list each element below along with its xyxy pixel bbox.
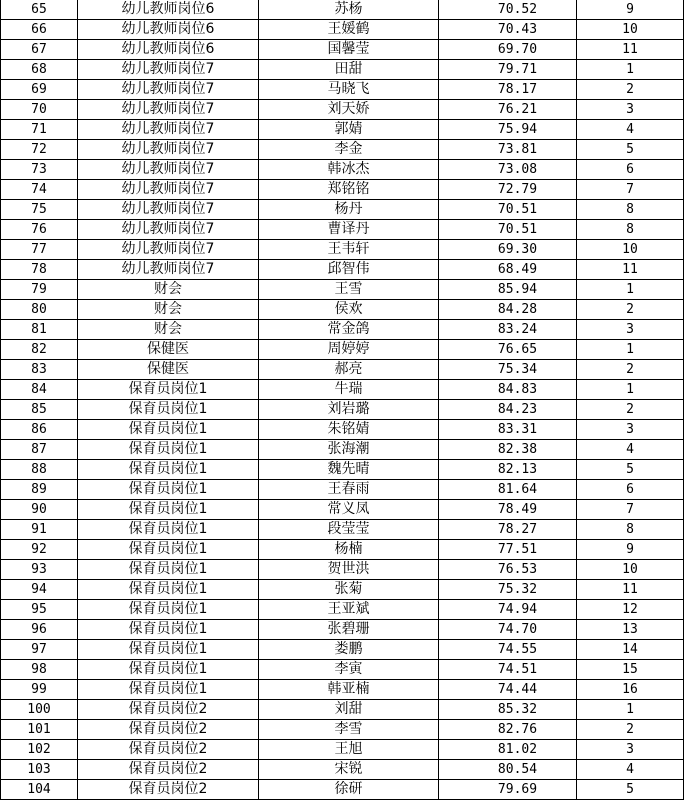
table-row <box>1 260 684 280</box>
candidate-name: 周婷婷 <box>259 340 439 360</box>
candidate-name: 常金鸽 <box>259 320 439 340</box>
table-row <box>1 320 684 340</box>
score: 73.08 <box>439 160 577 180</box>
row-index: 104 <box>1 780 78 800</box>
row-index: 73 <box>1 160 78 180</box>
candidate-name: 王媛鹤 <box>259 20 439 40</box>
row-index: 90 <box>1 500 78 520</box>
position-name: 幼儿教师岗位7 <box>78 160 259 180</box>
rank: 6 <box>577 160 684 180</box>
table-row <box>1 780 684 800</box>
position-name: 幼儿教师岗位6 <box>78 0 259 20</box>
rank: 8 <box>577 520 684 540</box>
candidate-name: 李寅 <box>259 660 439 680</box>
table-row <box>1 700 684 720</box>
score: 83.24 <box>439 320 577 340</box>
candidate-name: 张海潮 <box>259 440 439 460</box>
row-index: 103 <box>1 760 78 780</box>
row-index: 67 <box>1 40 78 60</box>
row-index: 88 <box>1 460 78 480</box>
row-index: 102 <box>1 740 78 760</box>
score: 70.43 <box>439 20 577 40</box>
row-index: 75 <box>1 200 78 220</box>
table-row <box>1 360 684 380</box>
candidate-name: 苏杨 <box>259 0 439 20</box>
position-name: 幼儿教师岗位7 <box>78 120 259 140</box>
score: 76.21 <box>439 100 577 120</box>
table-row <box>1 500 684 520</box>
position-name: 幼儿教师岗位7 <box>78 60 259 80</box>
candidate-name: 宋锐 <box>259 760 439 780</box>
rank: 2 <box>577 80 684 100</box>
position-name: 保育员岗位1 <box>78 540 259 560</box>
row-index: 84 <box>1 380 78 400</box>
score: 74.55 <box>439 640 577 660</box>
score: 75.32 <box>439 580 577 600</box>
row-index: 69 <box>1 80 78 100</box>
score: 74.94 <box>439 600 577 620</box>
table-body <box>1 0 684 800</box>
row-index: 66 <box>1 20 78 40</box>
rank: 3 <box>577 320 684 340</box>
score: 84.23 <box>439 400 577 420</box>
score: 78.17 <box>439 80 577 100</box>
rank: 14 <box>577 640 684 660</box>
position-name: 保育员岗位1 <box>78 380 259 400</box>
position-name: 财会 <box>78 280 259 300</box>
rank: 1 <box>577 380 684 400</box>
row-index: 65 <box>1 0 78 20</box>
table-row <box>1 720 684 740</box>
candidate-name: 贺世洪 <box>259 560 439 580</box>
position-name: 保育员岗位1 <box>78 580 259 600</box>
table-row <box>1 600 684 620</box>
position-name: 保育员岗位1 <box>78 420 259 440</box>
position-name: 幼儿教师岗位6 <box>78 40 259 60</box>
table-row <box>1 240 684 260</box>
position-name: 保育员岗位2 <box>78 740 259 760</box>
row-index: 76 <box>1 220 78 240</box>
position-name: 幼儿教师岗位7 <box>78 240 259 260</box>
table-row <box>1 40 684 60</box>
position-name: 保育员岗位1 <box>78 480 259 500</box>
row-index: 87 <box>1 440 78 460</box>
rank: 11 <box>577 40 684 60</box>
row-index: 93 <box>1 560 78 580</box>
table-row <box>1 60 684 80</box>
table-row <box>1 300 684 320</box>
candidate-name: 刘岩璐 <box>259 400 439 420</box>
candidate-name: 曹译丹 <box>259 220 439 240</box>
position-name: 幼儿教师岗位7 <box>78 80 259 100</box>
rank: 3 <box>577 100 684 120</box>
row-index: 86 <box>1 420 78 440</box>
row-index: 77 <box>1 240 78 260</box>
score: 78.27 <box>439 520 577 540</box>
rank: 2 <box>577 300 684 320</box>
candidate-name: 国馨莹 <box>259 40 439 60</box>
candidate-name: 郑铭铭 <box>259 180 439 200</box>
position-name: 保育员岗位1 <box>78 660 259 680</box>
position-name: 幼儿教师岗位7 <box>78 180 259 200</box>
score: 82.38 <box>439 440 577 460</box>
candidate-name: 邱智伟 <box>259 260 439 280</box>
candidate-name: 张菊 <box>259 580 439 600</box>
table-row <box>1 220 684 240</box>
table-row <box>1 580 684 600</box>
score: 84.83 <box>439 380 577 400</box>
rank: 1 <box>577 280 684 300</box>
position-name: 保育员岗位1 <box>78 600 259 620</box>
rank: 4 <box>577 120 684 140</box>
row-index: 101 <box>1 720 78 740</box>
rank: 12 <box>577 600 684 620</box>
candidate-name: 徐研 <box>259 780 439 800</box>
table-row <box>1 400 684 420</box>
table-row <box>1 280 684 300</box>
score: 69.30 <box>439 240 577 260</box>
score: 82.76 <box>439 720 577 740</box>
row-index: 98 <box>1 660 78 680</box>
score: 77.51 <box>439 540 577 560</box>
row-index: 94 <box>1 580 78 600</box>
rank: 13 <box>577 620 684 640</box>
candidate-name: 王韦轩 <box>259 240 439 260</box>
rank: 15 <box>577 660 684 680</box>
candidate-name: 张碧珊 <box>259 620 439 640</box>
table-row <box>1 760 684 780</box>
rank: 5 <box>577 780 684 800</box>
table-row <box>1 640 684 660</box>
table-row <box>1 140 684 160</box>
rank: 2 <box>577 360 684 380</box>
table-row <box>1 20 684 40</box>
row-index: 68 <box>1 60 78 80</box>
position-name: 保育员岗位1 <box>78 500 259 520</box>
position-name: 保育员岗位1 <box>78 460 259 480</box>
table-row <box>1 160 684 180</box>
row-index: 83 <box>1 360 78 380</box>
rank: 10 <box>577 560 684 580</box>
score: 79.69 <box>439 780 577 800</box>
candidate-name: 王旭 <box>259 740 439 760</box>
row-index: 79 <box>1 280 78 300</box>
position-name: 幼儿教师岗位7 <box>78 100 259 120</box>
candidate-name: 牛瑞 <box>259 380 439 400</box>
table-row <box>1 680 684 700</box>
position-name: 幼儿教师岗位7 <box>78 260 259 280</box>
score: 68.49 <box>439 260 577 280</box>
position-name: 保健医 <box>78 340 259 360</box>
table-row <box>1 180 684 200</box>
rank: 1 <box>577 340 684 360</box>
row-index: 96 <box>1 620 78 640</box>
candidate-name: 魏先晴 <box>259 460 439 480</box>
position-name: 保育员岗位1 <box>78 520 259 540</box>
candidate-name: 杨楠 <box>259 540 439 560</box>
position-name: 幼儿教师岗位7 <box>78 220 259 240</box>
rank: 10 <box>577 240 684 260</box>
candidate-name: 刘天娇 <box>259 100 439 120</box>
table-row <box>1 100 684 120</box>
score: 70.52 <box>439 0 577 20</box>
position-name: 保育员岗位2 <box>78 700 259 720</box>
score: 85.32 <box>439 700 577 720</box>
score: 80.54 <box>439 760 577 780</box>
rank: 7 <box>577 500 684 520</box>
rank: 5 <box>577 140 684 160</box>
rank: 2 <box>577 400 684 420</box>
rank: 4 <box>577 760 684 780</box>
position-name: 幼儿教师岗位6 <box>78 20 259 40</box>
row-index: 71 <box>1 120 78 140</box>
candidate-name: 郝亮 <box>259 360 439 380</box>
score: 69.70 <box>439 40 577 60</box>
score: 85.94 <box>439 280 577 300</box>
candidate-name: 韩冰杰 <box>259 160 439 180</box>
row-index: 95 <box>1 600 78 620</box>
rank: 2 <box>577 720 684 740</box>
rank: 3 <box>577 420 684 440</box>
candidate-name: 王雪 <box>259 280 439 300</box>
candidate-name: 王春雨 <box>259 480 439 500</box>
position-name: 保育员岗位1 <box>78 440 259 460</box>
position-name: 幼儿教师岗位7 <box>78 200 259 220</box>
row-index: 82 <box>1 340 78 360</box>
table-row <box>1 200 684 220</box>
rank: 8 <box>577 220 684 240</box>
score: 74.44 <box>439 680 577 700</box>
position-name: 保育员岗位2 <box>78 780 259 800</box>
row-index: 74 <box>1 180 78 200</box>
score: 74.70 <box>439 620 577 640</box>
candidate-name: 马晓飞 <box>259 80 439 100</box>
score: 70.51 <box>439 220 577 240</box>
candidate-name: 朱铭婧 <box>259 420 439 440</box>
table-row <box>1 80 684 100</box>
table-row <box>1 120 684 140</box>
score: 76.65 <box>439 340 577 360</box>
score: 74.51 <box>439 660 577 680</box>
position-name: 保健医 <box>78 360 259 380</box>
candidate-name: 李雪 <box>259 720 439 740</box>
position-name: 财会 <box>78 320 259 340</box>
row-index: 89 <box>1 480 78 500</box>
rank: 1 <box>577 60 684 80</box>
position-name: 保育员岗位2 <box>78 720 259 740</box>
candidate-name: 常义凤 <box>259 500 439 520</box>
table-row <box>1 520 684 540</box>
row-index: 97 <box>1 640 78 660</box>
score: 83.31 <box>439 420 577 440</box>
score: 78.49 <box>439 500 577 520</box>
position-name: 保育员岗位1 <box>78 620 259 640</box>
table-row <box>1 620 684 640</box>
rank: 9 <box>577 540 684 560</box>
row-index: 91 <box>1 520 78 540</box>
score: 84.28 <box>439 300 577 320</box>
rank: 11 <box>577 580 684 600</box>
candidate-name: 刘甜 <box>259 700 439 720</box>
score: 70.51 <box>439 200 577 220</box>
table-row <box>1 480 684 500</box>
position-name: 保育员岗位1 <box>78 640 259 660</box>
row-index: 81 <box>1 320 78 340</box>
candidate-name: 杨丹 <box>259 200 439 220</box>
candidate-name: 段莹莹 <box>259 520 439 540</box>
rank: 8 <box>577 200 684 220</box>
table-row <box>1 0 684 20</box>
score: 76.53 <box>439 560 577 580</box>
table-row <box>1 380 684 400</box>
position-name: 保育员岗位1 <box>78 560 259 580</box>
row-index: 72 <box>1 140 78 160</box>
position-name: 财会 <box>78 300 259 320</box>
row-index: 70 <box>1 100 78 120</box>
position-name: 幼儿教师岗位7 <box>78 140 259 160</box>
row-index: 99 <box>1 680 78 700</box>
position-name: 保育员岗位2 <box>78 760 259 780</box>
score: 81.02 <box>439 740 577 760</box>
rank: 7 <box>577 180 684 200</box>
score: 75.34 <box>439 360 577 380</box>
row-index: 92 <box>1 540 78 560</box>
candidate-name: 田甜 <box>259 60 439 80</box>
table-row <box>1 540 684 560</box>
rank: 4 <box>577 440 684 460</box>
rank: 9 <box>577 0 684 20</box>
candidate-name: 韩亚楠 <box>259 680 439 700</box>
score: 73.81 <box>439 140 577 160</box>
rank: 1 <box>577 700 684 720</box>
table-row <box>1 420 684 440</box>
score: 81.64 <box>439 480 577 500</box>
rank: 3 <box>577 740 684 760</box>
row-index: 100 <box>1 700 78 720</box>
score: 75.94 <box>439 120 577 140</box>
row-index: 80 <box>1 300 78 320</box>
rank: 5 <box>577 460 684 480</box>
candidate-name: 侯欢 <box>259 300 439 320</box>
position-name: 保育员岗位1 <box>78 400 259 420</box>
rank: 11 <box>577 260 684 280</box>
table-row <box>1 560 684 580</box>
table-row <box>1 740 684 760</box>
candidate-name: 娄鹏 <box>259 640 439 660</box>
rank: 6 <box>577 480 684 500</box>
score: 82.13 <box>439 460 577 480</box>
table-row <box>1 460 684 480</box>
rank: 16 <box>577 680 684 700</box>
candidate-name: 郭婧 <box>259 120 439 140</box>
row-index: 78 <box>1 260 78 280</box>
row-index: 85 <box>1 400 78 420</box>
table-row <box>1 440 684 460</box>
table-row <box>1 340 684 360</box>
candidate-name: 李金 <box>259 140 439 160</box>
candidate-name: 王亚斌 <box>259 600 439 620</box>
rank: 10 <box>577 20 684 40</box>
score: 79.71 <box>439 60 577 80</box>
position-name: 保育员岗位1 <box>78 680 259 700</box>
table-row <box>1 660 684 680</box>
score: 72.79 <box>439 180 577 200</box>
